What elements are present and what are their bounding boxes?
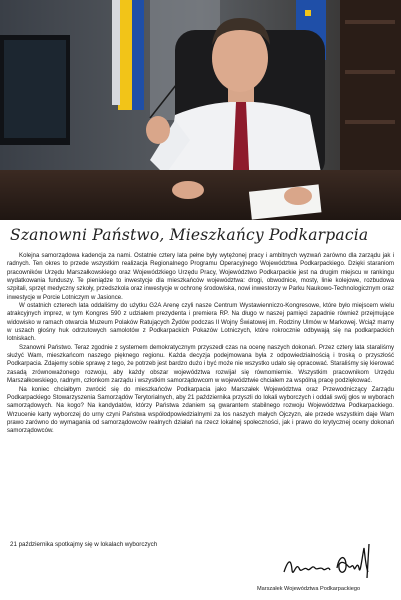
flag-yellow	[118, 0, 132, 110]
portrait-illustration	[0, 0, 401, 220]
paragraph-1: Kolejna samorządowa kadencja za nami. Ostatnie cztery lata pełne były wytężonej pracy i ambitnych wyzwań zarówno dla zarządu jak i radnych. Ten okres to przede wszystkim realizacja Regionalnego Programu Operacyjnego Województwa Podkarpackiego. Dzięki staraniom pracowników Urzędu Marszałkowskiego oraz Wojewódzkiego Urzędu Pracy, Województwo Podkarpackie jest na drugim miejscu w rankingu wydatkowania funduszy. Te pieniądze to inwestycje dla mieszkańców województwa: drogi, obwodnice, mosty, linie kolejowe, rozbudowa szpitali, sprzęt medyczny szkoły, przedszkola oraz inwestycje w ochronę środowiska, nowi inwestorzy w Parku Naukowo-Technologicznym oraz inwestycje w Porcie Lotniczym w Jasionce.	[7, 252, 394, 301]
closing-line: 21 października spotkajmy się w lokalach wyborczych	[10, 541, 158, 548]
letter-body	[7, 252, 394, 436]
hand	[146, 116, 170, 144]
signatory-title: Marszałek Województwa Podkarpackiego	[257, 586, 361, 592]
flag-blue	[132, 0, 144, 110]
greeting-heading: Szanowni Państwo, Mieszkańcy Podkarpacia	[10, 226, 369, 244]
paragraph-2: W ostatnich czterech lata oddaliśmy do użytku G2A Arenę czyli nasze Centrum Wystawienniczo-Kongresowe, które było miejscem wielu atrakcyjnych imprez, w tym Kongres 590 z udziałem prezydenta i premiera RP. Na długo w naszej pamięci zapadnie również przejmujące widowisko w ramach otwarcia Muzeum Polaków Ratujących Żydów podczas II Wojny Światowej im. Rodziny Ulmów w Markowej. Wciąż mamy w uszach głośny huk odrzutowych samolotów z Podkarpackich Pokazów Lotniczych, które rokrocznie odbywają się na podkarpackich lotniskach.	[7, 302, 394, 343]
header-photo	[0, 0, 401, 220]
handwritten-signature	[282, 538, 378, 584]
paragraph-3: Szanowni Państwo. Teraz zgodnie z systemem demokratycznym przyszedł czas na ocenę naszych dokonań. Przez cztery lata staraliśmy służyć Wam, mieszkańcom naszego pięknego regionu. Każda decyzja podejmowana była z odpowiedzialnością i troską o przyszłość Podkarpacia. Zdajemy sobie sprawę z tego, że potrzeb jest bardzo dużo i być może nie wszystko udało się opracować. Staraliśmy się kierować zasadą zrównoważonego rozwoju, aby każdy obszar województwa rozwijał się równomiernie. Wszystkim pracownikom Urzędu Marszałkowskiego, radnym, członkom zarządu i wszystkim samorządowcom w województwie chciałem za wspólną pracę podziękować.	[7, 343, 394, 385]
paragraph-4: Na koniec chciałbym zwrócić się do mieszkańców Podkarpacia jako Marszałek Województwa oraz Przewodniczący Zarządu Podkarpackiego Stowarzyszenia Samorządów Terytorialnych, aby 21 października przyszli do lokali wyborczych i oddali swój głos w wyborach samorządowych. Na kogo? Na kandydatów, którzy Państwa zdaniem są gwarantem stabilnego rozwoju Województwa Podkarpackiego. Wrzucenie karty wyborczej do urny czyni Państwa współodpowiedzialnymi za los naszych małych Ojczyzn, ale przede wszystkim daje Wam prawo zarówno do wymagania od samorządowców realnych działań na rzecz lokalnej społeczności, jak i prawo do krytycznej oceny dokonań samorządowców.	[7, 385, 394, 435]
